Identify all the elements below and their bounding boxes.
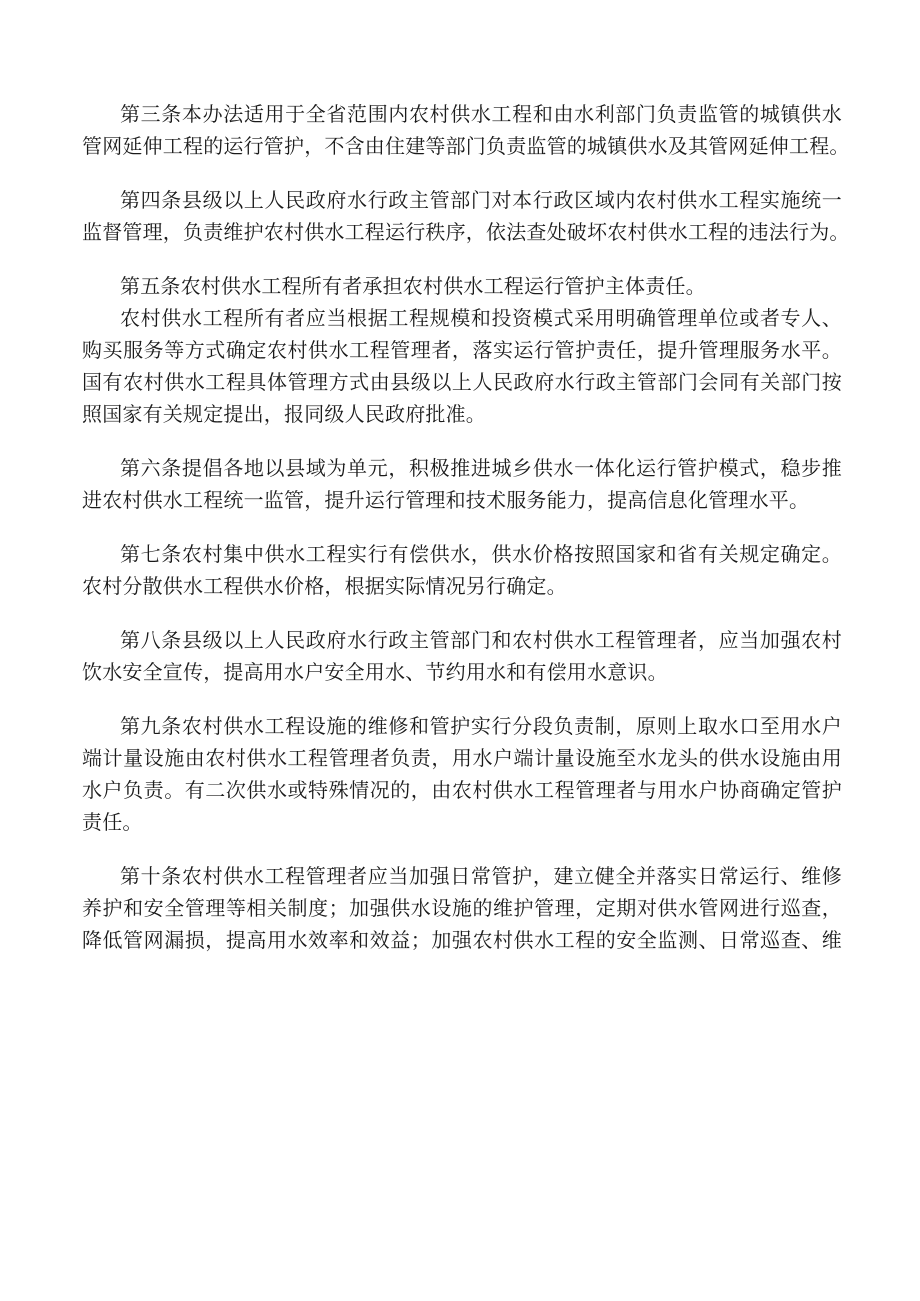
article-7: [82, 538, 842, 602]
text-line: 端计量设施由农村供水工程管理者负责，用水户端计量设施至水龙头的供水设施由用: [82, 746, 842, 770]
text-line: 第四条县级以上人民政府水行政主管部门对本行政区域内农村供水工程实施统一: [120, 188, 842, 212]
paragraph: [82, 98, 850, 162]
text-line: 第三条本办法适用于全省范围内农村供水工程和由水利部门负责监管的城镇供水: [120, 102, 842, 126]
text-line: 第九条农村供水工程设施的维修和管护实行分段负责制，原则上取水口至用水户: [120, 714, 842, 738]
article-4: [82, 184, 850, 248]
paragraph: [82, 624, 842, 688]
paragraph: [82, 538, 842, 602]
text-line: 水户负责。有二次供水或特殊情况的，由农村供水工程管理者与用水户协商确定管护: [82, 778, 842, 802]
article-8: [82, 624, 842, 688]
text-line: 降低管网漏损，提高用水效率和效益；加强农村供水工程的安全监测、日常巡查、维: [82, 928, 842, 952]
paragraph: [82, 710, 842, 838]
text-line: 照国家有关规定提出，报同级人民政府批准。: [82, 402, 486, 426]
article-3: [82, 98, 850, 162]
paragraph: [82, 270, 842, 302]
text-line: 第十条农村供水工程管理者应当加强日常管护，建立健全并落实日常运行、维修: [120, 864, 842, 888]
text-line: 管网延伸工程的运行管护，不含由住建等部门负责监管的城镇供水及其管网延伸工程。: [82, 134, 850, 158]
article-6: [82, 452, 842, 516]
text-line: 责任。: [82, 810, 143, 834]
text-line: 农村分散供水工程供水价格，根据实际情况另行确定。: [82, 574, 567, 598]
text-line: 第八条县级以上人民政府水行政主管部门和农村供水工程管理者，应当加强农村: [120, 628, 842, 652]
paragraph: [82, 452, 842, 516]
text-line: 购买服务等方式确定农村供水工程管理者，落实运行管护责任，提升管理服务水平。: [82, 338, 842, 362]
article-10: [82, 860, 842, 956]
text-line: 第六条提倡各地以县域为单元，积极推进城乡供水一体化运行管护模式，稳步推: [120, 456, 842, 480]
text-line: 第五条农村供水工程所有者承担农村供水工程运行管护主体责任。: [120, 274, 706, 298]
text-line: 饮水安全宣传，提高用水户安全用水、节约用水和有偿用水意识。: [82, 660, 668, 684]
document-page: [82, 98, 850, 978]
text-line: 农村供水工程所有者应当根据工程规模和投资模式采用明确管理单位或者专人、: [120, 306, 842, 330]
paragraph: [82, 184, 850, 248]
article-list: [82, 98, 850, 956]
paragraph: [82, 302, 842, 430]
text-line: 养护和安全管理等相关制度；加强供水设施的维护管理，定期对供水管网进行巡查，: [82, 896, 842, 920]
paragraph: [82, 860, 842, 956]
text-line: 第七条农村集中供水工程实行有偿供水，供水价格按照国家和省有关规定确定。: [120, 542, 842, 566]
text-line: 进农村供水工程统一监管，提升运行管理和技术服务能力，提高信息化管理水平。: [82, 488, 810, 512]
text-line: 监督管理，负责维护农村供水工程运行秩序，依法查处破坏农村供水工程的违法行为。: [82, 220, 850, 244]
text-line: 国有农村供水工程具体管理方式由县级以上人民政府水行政主管部门会同有关部门按: [82, 370, 842, 394]
article-9: [82, 710, 842, 838]
article-5: [82, 270, 842, 430]
